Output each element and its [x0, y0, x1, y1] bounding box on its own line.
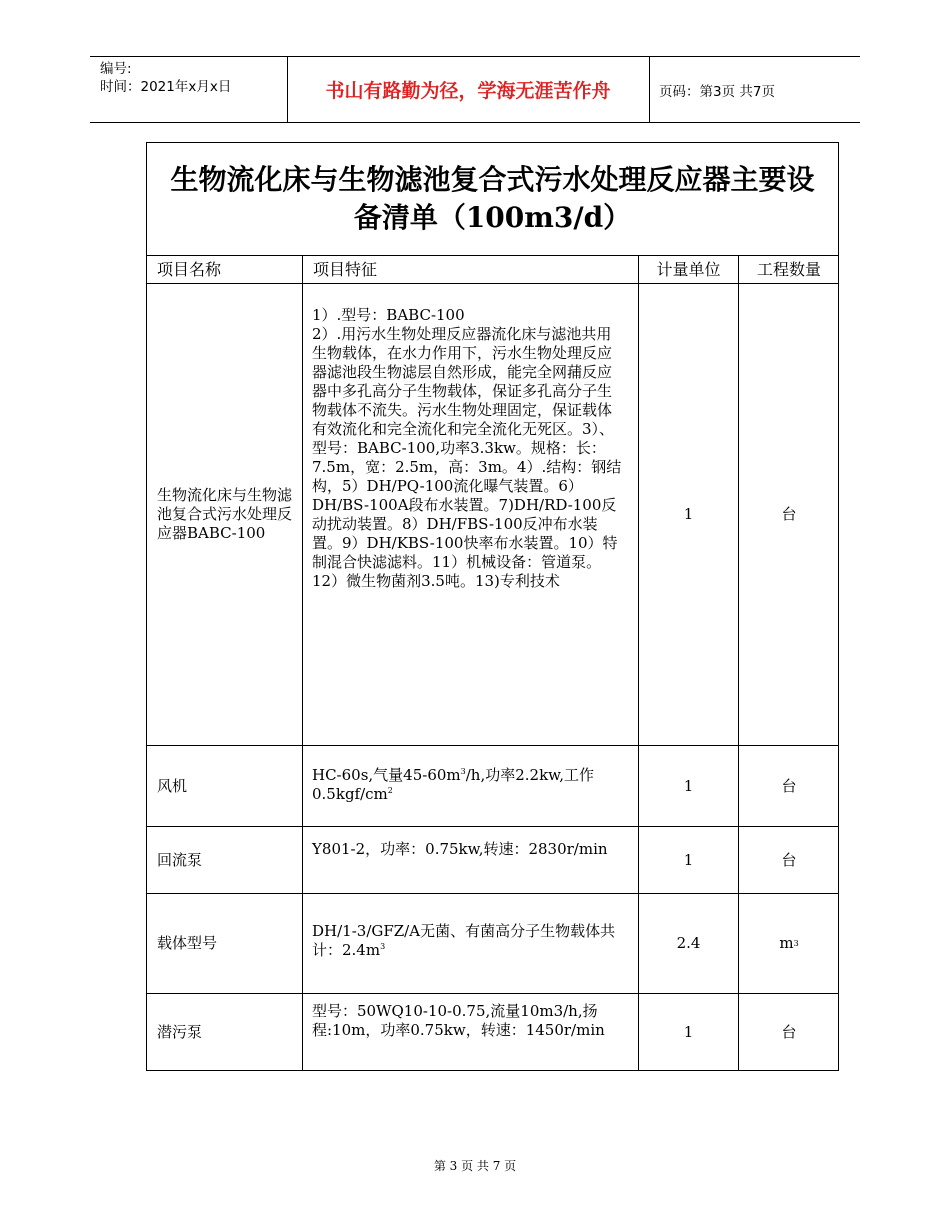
table-row-quantity: 1: [683, 505, 694, 523]
table-row-feature: 型号：50WQ10-10-0.75,流量10m3/h,扬程:10m，功率0.75kw，转速：1450r/min: [312, 1002, 605, 1039]
page-footer: 第 3 页 共 7 页: [433, 1159, 517, 1173]
table-row-feature: HC-60s,气量$45-60m^3/h$,功率2.2kw,工作$0.5kgf/cm^2$: [312, 766, 595, 803]
table-row-name: 回流泵: [157, 850, 203, 869]
table-row-feature: DH/1-3/GFZ/A无菌、有菌高分子生物载体共计：$2.4m^3$: [312, 922, 616, 959]
header-motto: 书山有路勤为径，学海无涯苦作舟: [325, 79, 611, 102]
table-title: 生物流化床与生物滤池复合式污水处理反应器主要设备清单（100m3/d）: [170, 163, 815, 234]
column-header-quantity: 工程数量: [756, 260, 821, 279]
table-row-unit: 台: [781, 505, 797, 523]
header-page-info: 页码：第3页 共7页: [659, 84, 775, 100]
column-header-name: 项目名称: [157, 260, 222, 279]
table-row-quantity: 1: [683, 776, 694, 795]
header-bottom-rule: [90, 122, 860, 123]
header-divider: [649, 56, 650, 122]
table-row-unit: m 3: [779, 934, 799, 952]
table-row-name: 风机: [157, 776, 188, 795]
column-header-unit: 计量单位: [656, 260, 721, 279]
table-row-feature: 1）.型号：BABC-100 2）.用污水生物处理反应器流化床与滤池共用生物载体，在水力作用下，污水生物处理反应器滤池段生物滤层自然形成，能完全网蒱反应器中多孔高分子生物载体，保证多孔高分子生物载体不流失。污水生物处理固定，保证载体有效流化和完全流化和完全流化无死区。3）、型号：BABC-100,功率3.3kw。规格：长：7.5m，宽：2.5m，高：3m。4）.结构：钢结构，5）DH/PQ-100流化曝气装置。6）DH/BS-100A段布水装置。7)DH/RD-100反动扰动装置。8）DH/FBS-100反冲布水装置。9）DH/KBS-100快率布水装置。10）特制混合快滤滤料。11）机械设备：管道泵。12）微生物菌剂3.5吨。13)专利技术: [312, 306, 622, 590]
table-row-unit: 台: [781, 1022, 797, 1041]
number-label: 编号:: [100, 61, 132, 77]
equipment-table: [146, 142, 839, 1071]
table-row-quantity: 2.4: [676, 934, 701, 952]
header-meta: [100, 60, 231, 96]
table-row-unit: 台: [781, 776, 797, 795]
column-header-feature: 项目特征: [313, 260, 378, 279]
table-row-name: 潜污泵: [157, 1022, 203, 1041]
table-row-name: 生物流化床与生物滤池复合式污水处理反应器BABC-100: [157, 486, 293, 542]
table-row-name: 载体型号: [157, 934, 218, 952]
table-row-feature: Y801-2，功率：0.75kw,转速：2830r/min: [312, 840, 608, 858]
table-row-unit: 台: [781, 850, 797, 869]
time-label: 时间：2021年x月x日: [100, 79, 232, 95]
table-row-quantity: 1: [683, 1022, 694, 1041]
table-row-quantity: 1: [683, 850, 694, 869]
